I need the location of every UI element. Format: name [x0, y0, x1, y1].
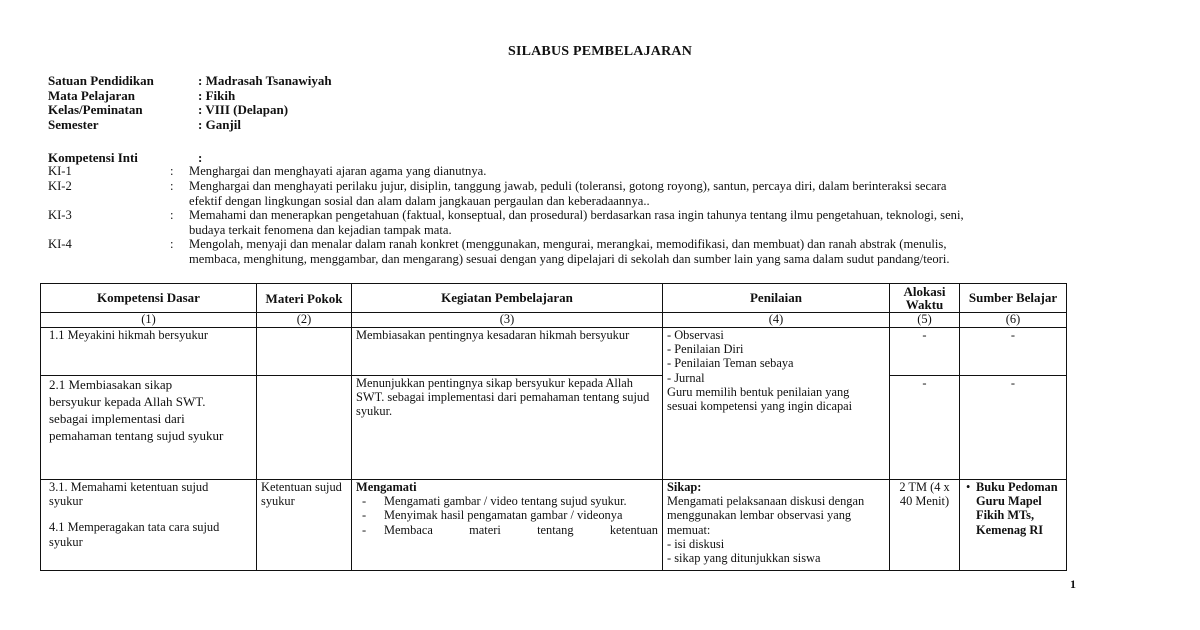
table-row: [41, 480, 1067, 571]
identity-label: Semester: [48, 116, 99, 132]
penilaian-cell: [663, 328, 890, 480]
ki-line: Mengolah, menyaji dan menalar dalam ranah konkret (menggunakan, mengurai, merangkai, memodifikasi, dan membuat) dan ranah abstrak (menulis,: [189, 237, 947, 251]
kegiatan-title: Mengamati: [356, 480, 417, 494]
ki-line: budaya terkait fenomena dan kejadian tampak mata.: [189, 222, 452, 237]
syllabus-table: [40, 283, 1067, 571]
column-header: Kompetensi Dasar: [41, 284, 257, 313]
table-header-row: [41, 284, 1067, 313]
identity-label: Mata Pelajaran: [48, 87, 136, 103]
kd-cell: [41, 480, 257, 571]
ki-colon: :: [170, 179, 174, 193]
sumber-cell: [960, 480, 1067, 571]
penilaian-item: - isi diskusi: [667, 536, 725, 551]
identity-row: [48, 74, 332, 89]
kegiatan-list: [356, 494, 658, 537]
kegiatan-cell: Membiasakan pentingnya kesadaran hikmah bersyukur: [352, 328, 663, 376]
penilaian-title: Sikap:: [667, 480, 702, 494]
column-number: (1): [41, 313, 257, 328]
list-item: - Mengamati gambar / video tentang sujud syukur.: [356, 494, 658, 508]
identity-row: [48, 103, 332, 118]
list-item: - Menyimak hasil pengamatan gambar / videonya: [356, 508, 658, 522]
column-number: (6): [960, 313, 1067, 328]
ki-line: membaca, menghitung, menggambar, dan mengarang) sesuai dengan yang dipelajari di sekolah dan sumber lain yang sama dalam sudut pandang/teori.: [189, 251, 950, 266]
ki-text: [189, 237, 1169, 266]
penilaian-item: - Penilaian Diri: [667, 342, 744, 357]
penilaian-note: Guru memilih bentuk penilaian yang sesuai kompetensi yang ingin dicapai: [667, 384, 853, 414]
kegiatan-cell: [352, 480, 663, 571]
ki-colon: :: [170, 164, 174, 178]
ki-code: KI-1: [48, 164, 72, 178]
sumber-cell: -: [960, 328, 1067, 376]
identity-value: : VIII (Delapan): [198, 102, 289, 117]
column-header: Alokasi Waktu: [890, 284, 960, 313]
column-number: (4): [663, 313, 890, 328]
identity-value: : Madrasah Tsanawiyah: [198, 73, 332, 88]
kd-item: 4.1 Memperagakan tata cara sujud syukur: [49, 520, 220, 549]
penilaian-item: - Jurnal: [667, 370, 705, 385]
kd-cell: 1.1 Meyakini hikmah bersyukur: [41, 328, 257, 376]
ki-text: [189, 164, 1169, 179]
sumber-cell: -: [960, 376, 1067, 480]
table-row: [41, 328, 1067, 376]
alokasi-cell: -: [890, 376, 960, 480]
identity-label: Kelas/Peminatan: [48, 102, 143, 117]
identity-label: Satuan Pendidikan: [48, 73, 154, 88]
column-header: Kegiatan Pembelajaran: [352, 284, 663, 313]
materi-cell: Ketentuan sujud syukur: [257, 480, 352, 571]
materi-cell: [257, 328, 352, 376]
column-number: (5): [890, 313, 960, 328]
kd-cell: 2.1 Membiasakan sikap bersyukur kepada Allah SWT. sebagai implementasi dari pemahaman tentang sujud syukur: [41, 376, 257, 480]
identity-row: [48, 89, 332, 104]
ki-heading-colon: :: [198, 150, 203, 165]
alokasi-cell: -: [890, 328, 960, 376]
kd-item: 3.1. Memahami ketentuan sujud syukur: [49, 480, 209, 509]
penilaian-text: Mengamati pelaksanaan diskusi dengan menggunakan lembar observasi yang memuat:: [667, 494, 865, 537]
kegiatan-cell: Menunjukkan pentingnya sikap bersyukur kepada Allah SWT. sebagai implementasi dari pemahaman tentang sujud syukur.: [352, 376, 663, 480]
column-header: Penilaian: [663, 284, 890, 313]
penilaian-item: - Penilaian Teman sebaya: [667, 356, 794, 371]
column-header: Sumber Belajar: [960, 284, 1067, 313]
ki-line: efektif dengan lingkungan sosial dan alam dalam jangkauan pergaulan dan keberadaannya..: [189, 193, 650, 208]
column-number-row: [41, 313, 1067, 328]
ki-line: Menghargai dan menghayati ajaran agama yang dianutnya.: [189, 164, 487, 178]
identity-block: [48, 74, 332, 132]
column-header: Materi Pokok: [257, 284, 352, 313]
ki-text: [189, 208, 1169, 237]
penilaian-item: - Observasi: [667, 328, 724, 342]
identity-row: [48, 118, 332, 133]
ki-colon: :: [170, 208, 174, 222]
table-row: [41, 376, 1067, 480]
page-number: 1: [1070, 577, 1076, 591]
document-title: SILABUS PEMBELAJARAN: [507, 44, 693, 59]
column-number: (3): [352, 313, 663, 328]
ki-code: KI-2: [48, 179, 72, 193]
identity-value: : Fikih: [198, 87, 236, 103]
ki-line: Memahami dan menerapkan pengetahuan (faktual, konseptual, dan prosedural) berdasarkan rasa ingin tahunya tentang ilmu pengetahuan, teknologi, seni,: [189, 208, 964, 222]
penilaian-cell: [663, 480, 890, 571]
ki-code: KI-4: [48, 237, 72, 251]
ki-heading-label: Kompetensi Inti: [48, 150, 138, 165]
materi-cell: [257, 376, 352, 480]
list-item: - Membaca materi tentang ketentuan: [356, 523, 658, 537]
column-number: (2): [257, 313, 352, 328]
identity-value: : Ganjil: [198, 116, 241, 132]
ki-colon: :: [170, 237, 174, 251]
ki-text: [189, 179, 1169, 208]
penilaian-item: - sikap yang ditunjukkan siswa: [667, 551, 821, 566]
ki-code: KI-3: [48, 208, 72, 222]
alokasi-cell: 2 TM (4 x 40 Menit): [890, 480, 960, 571]
ki-line: Menghargai dan menghayati perilaku jujur, disiplin, tanggung jawab, peduli (toleransi, gotong royong), santun, percaya diri, dalam berinteraksi secara: [189, 179, 947, 193]
sumber-item: • Buku Pedoman Guru Mapel Fikih MTs, Kemenag RI: [966, 480, 1062, 537]
